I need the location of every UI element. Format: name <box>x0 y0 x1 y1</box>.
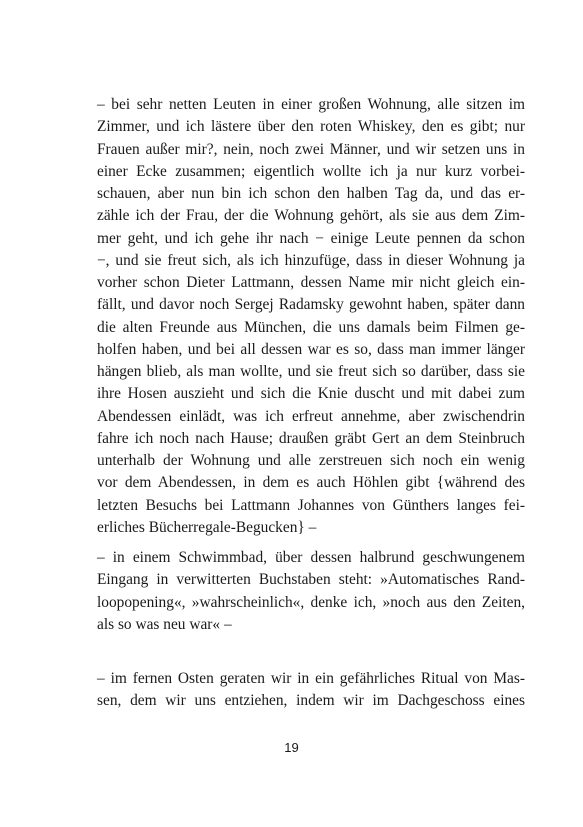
text-line: Zimmer, und ich lästere über den roten Whiskey, den es gibt; nur <box>97 118 525 136</box>
text-line: Abendessen einlädt, was ich erfreut annehme, aber zwischendrin <box>97 407 525 425</box>
text-line: loopopening«, »wahrscheinlich«, denke ich, »noch aus den Zeiten, <box>97 593 525 611</box>
text-line: unterhalb der Wohnung und alle zerstreuen sich noch ein wenig <box>97 452 525 469</box>
text-line: fahre ich noch nach Hause; draußen gräbt Gert an dem Steinbruch <box>97 429 525 447</box>
text-line: Eingang in verwitterten Buchstaben steht: »Automatisches Rand- <box>97 571 525 589</box>
text-line: – bei sehr netten Leuten in einer großen Wohnung, alle sitzen im <box>97 96 525 113</box>
paragraph-far-east-ritual <box>97 668 525 713</box>
text-line: fällt, und davor noch Sergej Radamsky gewohnt haben, später dann <box>97 296 525 314</box>
page-number: 19 <box>284 740 299 755</box>
text-line: erliches Bücherregale-Begucken} – <box>97 518 317 536</box>
text-line: letzten Besuchs bei Lattmann Johannes von Günthers langes fei- <box>97 496 525 514</box>
text-line: die alten Freunde aus München, die uns damals beim Filmen ge- <box>97 318 525 336</box>
text-line: – in einem Schwimmbad, über dessen halbrund geschwungenem <box>97 549 525 566</box>
text-line: sen, dem wir uns entziehen, indem wir im Dachgeschoss eines <box>97 692 525 710</box>
text-line: vorher schon Dieter Lattmann, dessen Name mir nicht gleich ein- <box>97 274 525 291</box>
text-line: hängen blieb, als man wollte, und sie freut sich so darüber, dass sie <box>97 363 525 380</box>
paragraph-swimming-pool <box>97 547 525 636</box>
text-line: schauen, aber nun bin ich schon den halben Tag da, und das er- <box>97 185 525 202</box>
text-line: Frauen außer mir?, nein, noch zwei Männer, und wir setzen uns in <box>97 140 525 158</box>
text-line: vor dem Abendessen, in dem es auch Höhlen gibt {während des <box>97 474 525 492</box>
paragraph-whiskey-apartment <box>97 94 525 539</box>
text-line: – im fernen Osten geraten wir in ein gefährliches Ritual von Mas- <box>97 670 525 687</box>
text-line: mer geht, und ich gehe ihr nach − einige Leute pennen da schon <box>97 229 525 247</box>
text-line: ihre Hosen auszieht und sich die Knie duscht und mit dabei zum <box>97 385 525 403</box>
text-line: als so was neu war« – <box>97 615 232 633</box>
text-line: einer Ecke zusammen; eigentlich wollte ich ja nur kurz vorbei- <box>97 162 525 180</box>
text-line: holfen haben, und bei all dessen war es so, dass man immer länger <box>97 340 525 358</box>
text-line: −, und sie freut sich, als ich hinzufüge, dass in dieser Wohnung ja <box>97 251 525 269</box>
text-line: zähle ich der Frau, der die Wohnung gehört, als sie aus dem Zim- <box>97 207 525 225</box>
